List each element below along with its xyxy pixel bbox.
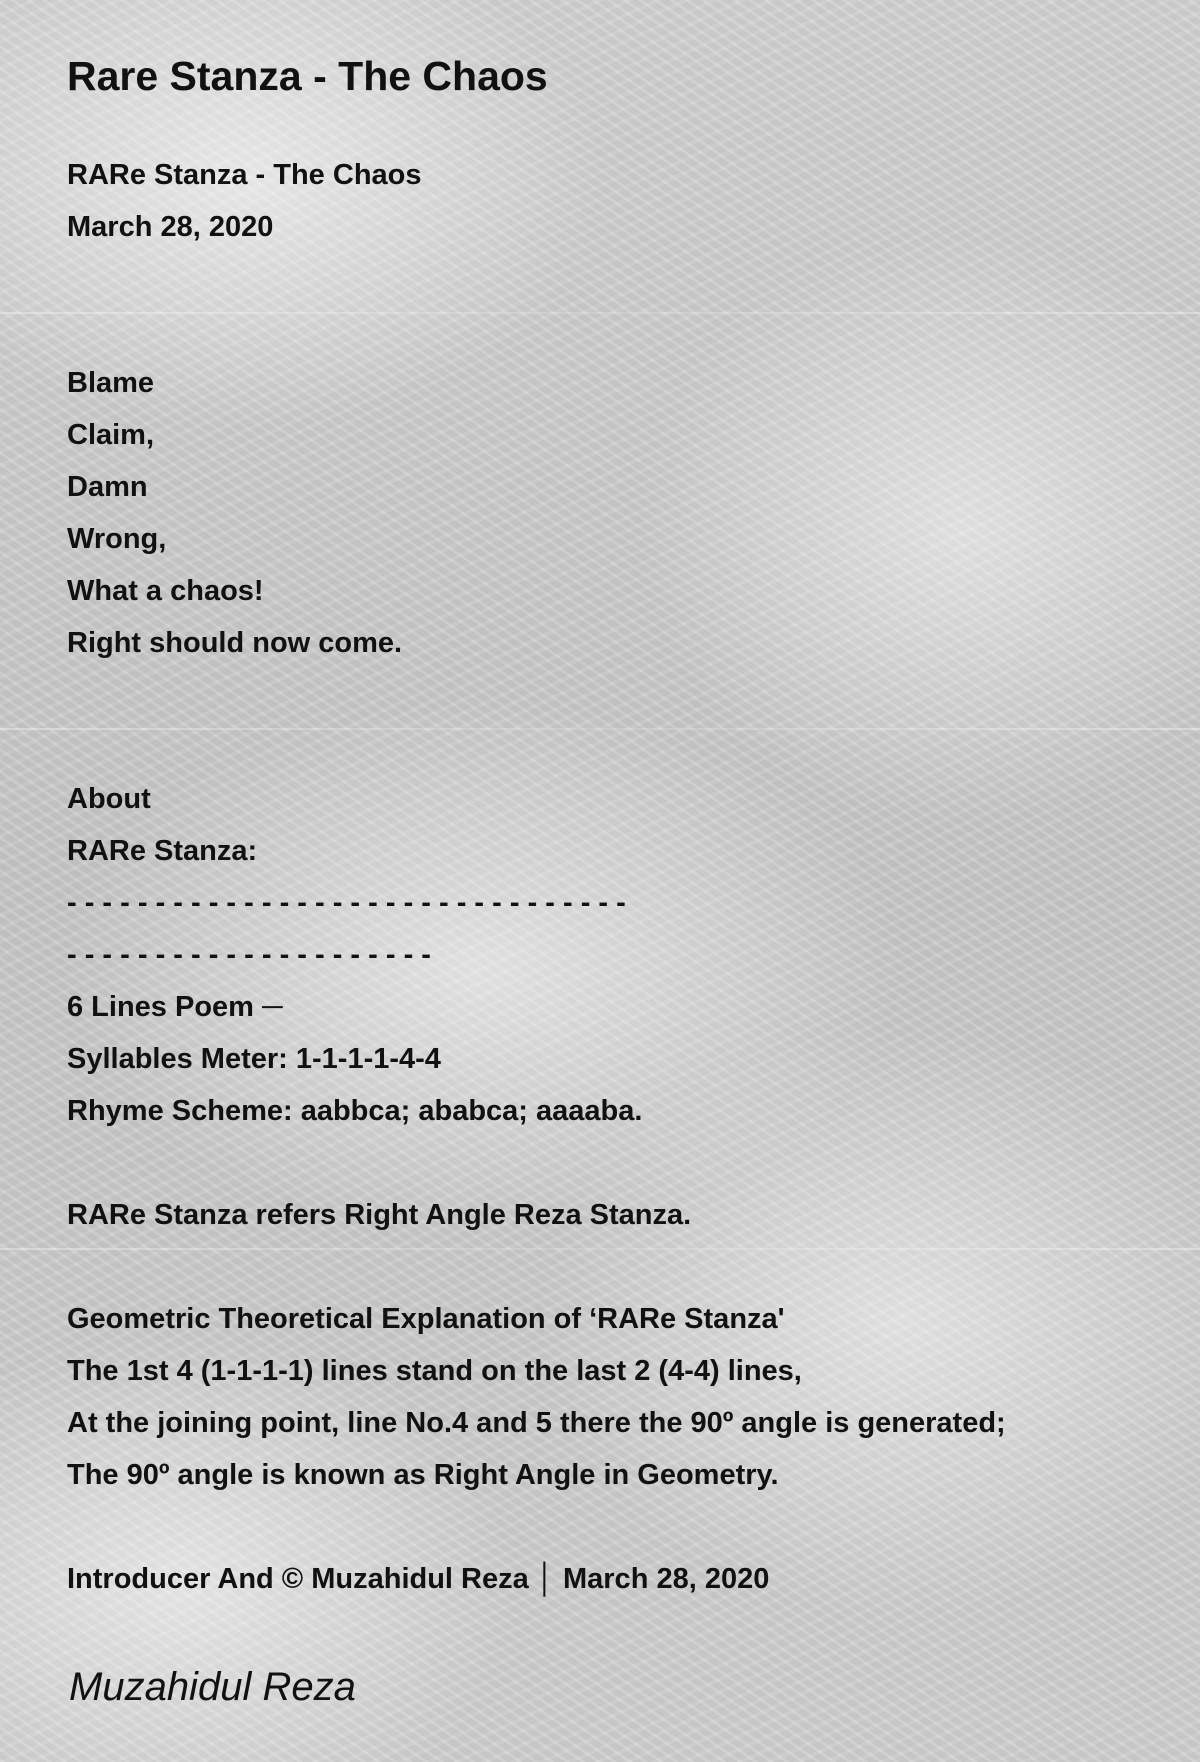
about-heading: About [67, 783, 151, 815]
background-band [0, 728, 1200, 730]
stanza-definition: RARe Stanza refers Right Angle Reza Stanza. [67, 1199, 692, 1231]
poem-line: Blame [67, 367, 155, 399]
poem-subtitle: RARe Stanza - The Chaos [67, 159, 422, 191]
syllables-meter: Syllables Meter: 1-1-1-1-4-4 [67, 1043, 441, 1075]
dashed-divider: - - - - - - - - - - - - - - - - - - - - - - - - - - - - - - - - [67, 887, 626, 919]
explanation-line: The 1st 4 (1-1-1-1) lines stand on the last 2 (4-4) lines, [67, 1355, 802, 1387]
poem-line: Right should now come. [67, 627, 403, 659]
background-band [0, 1248, 1200, 1250]
dashed-divider: - - - - - - - - - - - - - - - - - - - - - [67, 939, 431, 971]
about-subheading: RARe Stanza: [67, 835, 258, 867]
explanation-line: The 90º angle is known as Right Angle in Geometry. [67, 1459, 779, 1491]
poem-line: Claim, [67, 419, 155, 451]
poem-line: Damn [67, 471, 148, 503]
explanation-line: At the joining point, line No.4 and 5 there the 90º angle is generated; [67, 1407, 1006, 1439]
poem-date: March 28, 2020 [67, 211, 274, 243]
credit-line: Introducer And © Muzahidul Reza │ March 28, 2020 [67, 1563, 770, 1595]
rhyme-scheme: Rhyme Scheme: aabbca; ababca; aaaaba. [67, 1095, 643, 1127]
author-name: Muzahidul Reza [69, 1665, 356, 1709]
background-band [0, 312, 1200, 314]
poem-line: Wrong, [67, 523, 167, 555]
explanation-heading: Geometric Theoretical Explanation of ‘RARe Stanza' [67, 1303, 785, 1335]
form-description: 6 Lines Poem ─ [67, 991, 283, 1023]
poem-title: Rare Stanza - The Chaos [67, 53, 548, 99]
poem-line: What a chaos! [67, 575, 264, 607]
